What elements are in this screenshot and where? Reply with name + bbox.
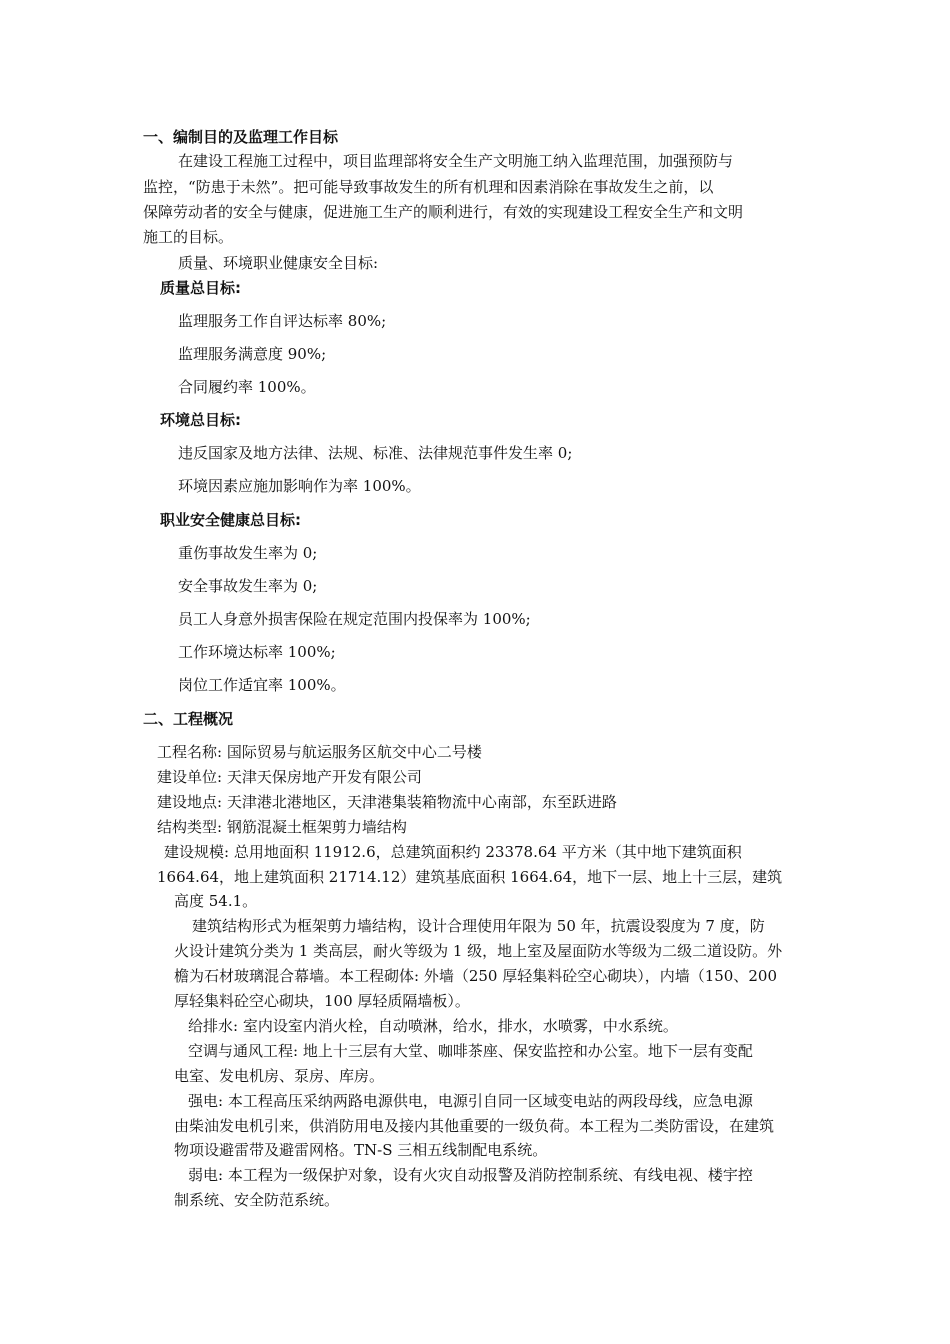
weak-power-line: 弱电: 本工程为一级保护对象，设有火灾自动报警及消防控制系统、有线电视、楼宇控 (188, 1166, 753, 1184)
safety-target-item: 安全事故发生率为 0; (178, 577, 318, 595)
safety-target-item: 岗位工作适宜率 100%。 (178, 676, 346, 694)
environment-target-item: 违反国家及地方法律、法规、标准、法律规范事件发生率 0; (178, 444, 573, 462)
strong-power-line: 由柴油发电机引来，供消防用电及接内其他重要的一级负荷。本工程为二类防雷设，在建筑 (174, 1117, 775, 1135)
build-location: 建设地点: 天津港北港地区，天津港集装箱物流中心南部，东至跃进路 (157, 793, 617, 811)
environment-target-item: 环境因素应施加影响作为率 100%。 (178, 477, 421, 495)
quality-target-title: 质量总目标: (160, 279, 241, 297)
weak-power-line: 制系统、安全防范系统。 (174, 1191, 340, 1209)
builder-unit: 建设单位: 天津天保房地产开发有限公司 (157, 768, 422, 786)
structure-type: 结构类型: 钢筋混凝土框架剪力墙结构 (157, 818, 407, 836)
section1-para-line: 在建设工程施工过程中，项目监理部将安全生产文明施工纳入监理范围，加强预防与 (178, 152, 734, 170)
quality-target-item: 监理服务工作自评达标率 80%; (178, 312, 387, 330)
quality-target-item: 监理服务满意度 90%; (178, 345, 327, 363)
section1-para-line: 施工的目标。 (143, 228, 234, 246)
section2-heading: 二、工程概况 (143, 710, 234, 728)
scale-line: 高度 54.1。 (174, 892, 258, 910)
environment-target-title: 环境总目标: (160, 411, 241, 429)
hvac-line: 电室、发电机房、泵房、库房。 (174, 1067, 385, 1085)
building-structure-line: 火设计建筑分类为 1 类高层，耐火等级为 1 级，地上室及屋面防水等级为二级二道设防。外 (174, 942, 783, 960)
project-name: 工程名称: 国际贸易与航运服务区航交中心二号楼 (157, 743, 482, 761)
section1-para-line: 保障劳动者的安全与健康，促进施工生产的顺利进行，有效的实现建设工程安全生产和文明 (143, 203, 744, 221)
strong-power-line: 强电: 本工程高压采纳两路电源供电，电源引自同一区域变电站的两段母线，应急电源 (188, 1092, 753, 1110)
building-structure-line: 建筑结构形式为框架剪力墙结构，设计合理使用年限为 50 年，抗震设裂度为 7 度，防 (192, 917, 765, 935)
quality-target-item: 合同履约率 100%。 (178, 378, 316, 396)
hvac-line: 空调与通风工程: 地上十三层有大堂、咖啡茶座、保安监控和办公室。地下一层有变配 (188, 1042, 753, 1060)
safety-target-item: 重伤事故发生率为 0; (178, 544, 318, 562)
safety-target-item: 工作环境达标率 100%; (178, 643, 336, 661)
targets-intro: 质量、环境职业健康安全目标: (178, 254, 379, 272)
section1-heading: 一、编制目的及监理工作目标 (143, 128, 339, 146)
building-structure-line: 厚轻集料砼空心砌块，100 厚轻质隔墙板）。 (174, 992, 470, 1010)
section1-para-line: 监控，“防患于未然”。把可能导致事故发生的所有机理和因素消除在事故发生之前，以 (143, 178, 714, 196)
water-supply: 给排水: 室内设室内消火栓，自动喷淋，给水，排水，水喷雾，中水系统。 (188, 1017, 678, 1035)
safety-target-title: 职业安全健康总目标: (160, 511, 301, 529)
scale-line: 1664.64，地上建筑面积 21714.12）建筑基底面积 1664.64，地下一层、地上十三层，建筑 (157, 868, 783, 886)
building-structure-line: 檐为石材玻璃混合幕墙。本工程砌体: 外墙（250 厚轻集料砼空心砌块），内墙（150、200 (174, 967, 777, 985)
safety-target-item: 员工人身意外损害保险在规定范围内投保率为 100%; (178, 610, 531, 628)
scale-line: 建设规模: 总用地面积 11912.6，总建筑面积约 23378.64 平方米（其中地下建筑面积 (164, 843, 742, 861)
strong-power-line: 物项设避雷带及避雷网格。TN-S 三相五线制配电系统。 (174, 1141, 548, 1159)
